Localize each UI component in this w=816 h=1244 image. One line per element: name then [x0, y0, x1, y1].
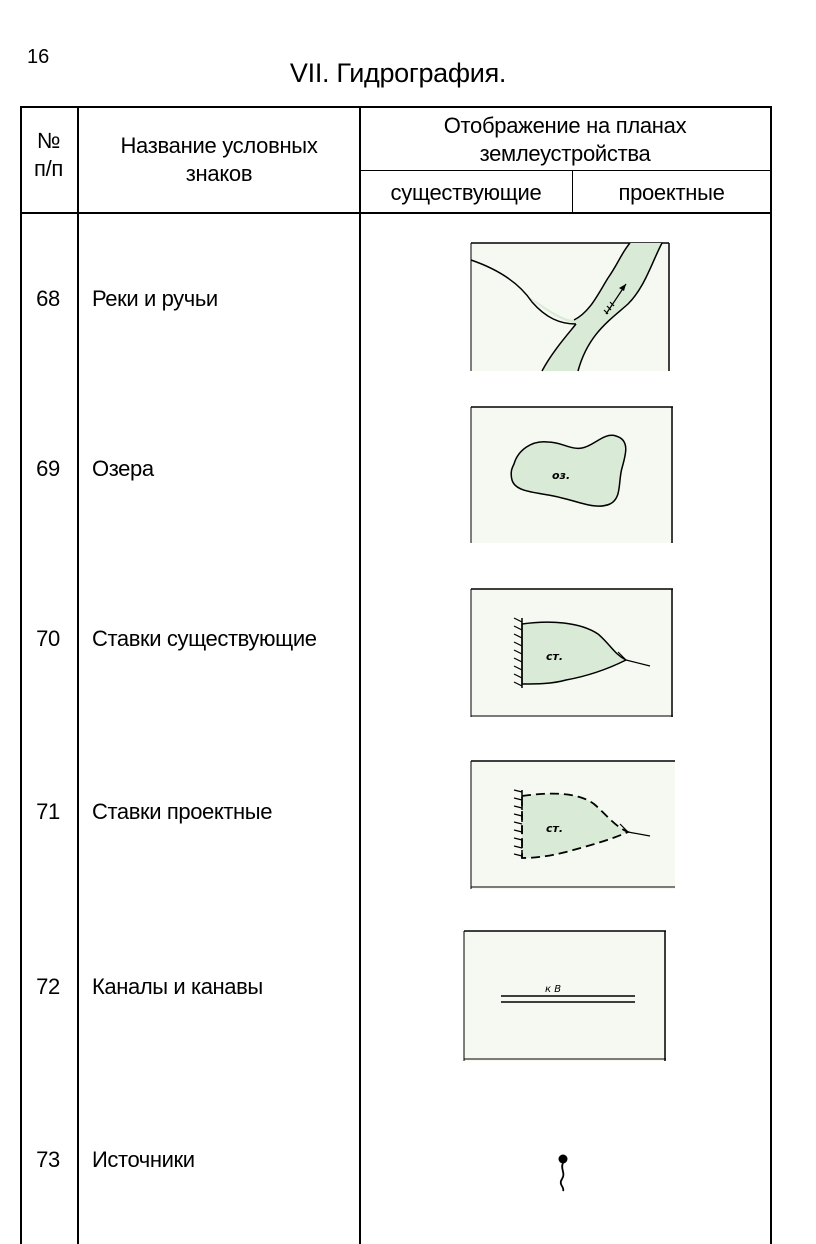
row-number: 73 [36, 1147, 60, 1172]
row-number: 69 [36, 456, 60, 481]
canal-symbol [463, 930, 667, 1062]
header-existing: существующие [390, 180, 542, 205]
header-name: Название условных знаков [120, 133, 318, 186]
spring-symbol [552, 1153, 572, 1193]
row-number: 70 [36, 626, 60, 651]
row-number: 72 [36, 974, 60, 999]
canal-label: к В [545, 984, 562, 995]
row-name: Реки и ручьи [92, 286, 218, 311]
row-name: Ставки существующие [92, 626, 317, 651]
pond-projected-label: ст. [546, 822, 564, 835]
lake-label: оз. [552, 469, 571, 482]
header-display: Отображение на планах землеустройства [443, 113, 687, 166]
row-name: Источники [92, 1147, 195, 1172]
page-title: VII. Гидрография. [289, 58, 507, 88]
header-projected: проектные [618, 180, 725, 205]
row-number: 71 [36, 799, 60, 824]
lake-symbol [470, 406, 674, 544]
page-number: 16 [27, 46, 50, 68]
header-number: № п/п [33, 128, 64, 181]
pond-existing-symbol [470, 588, 674, 718]
river-symbol [470, 242, 672, 374]
pond-existing-label: ст. [546, 650, 564, 663]
row-name: Ставки проектные [92, 799, 273, 824]
pond-projected-symbol [470, 760, 676, 890]
row-name: Озера [92, 456, 154, 481]
row-number: 68 [36, 286, 60, 311]
row-name: Каналы и канавы [92, 974, 263, 999]
